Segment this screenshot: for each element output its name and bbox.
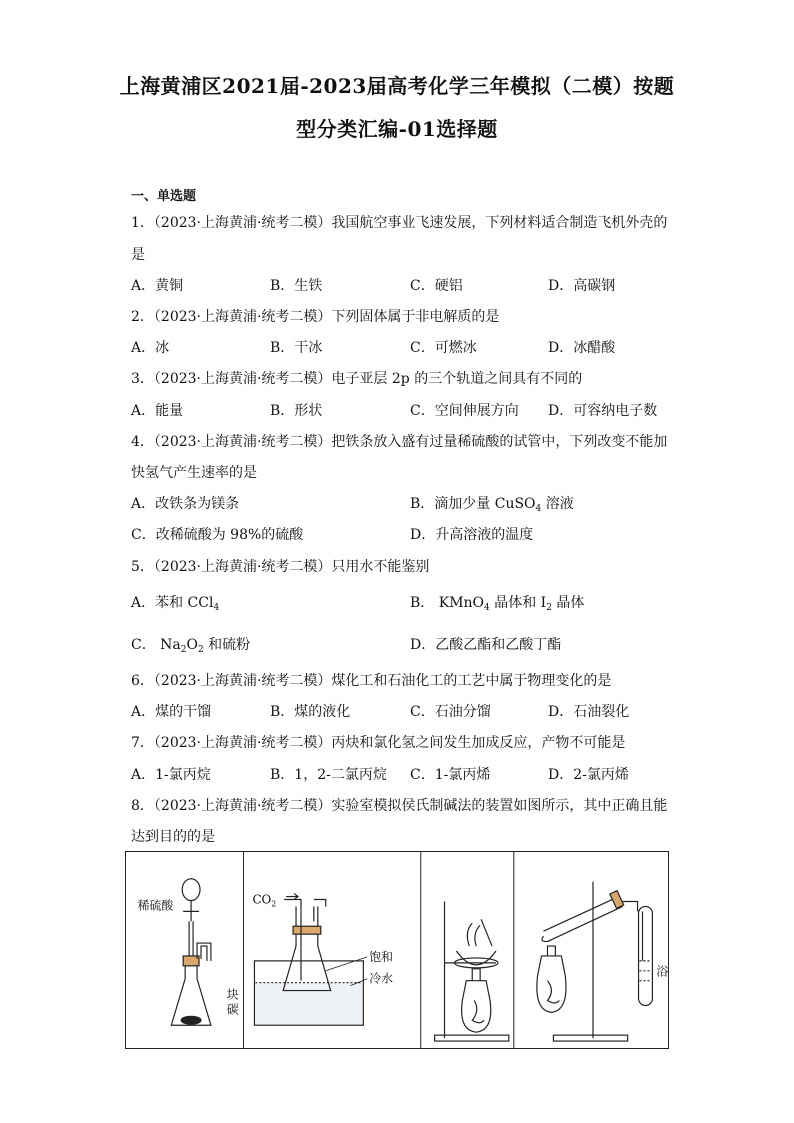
q2-stem: 2．（2023·上海黄浦·统考二模）下列固体属于非电解质的是 [131,309,500,325]
q6-option-b: B．煤的液化 [270,704,351,720]
q5-stem: 5．（2023·上海黄浦·统考二模）只用水不能鉴别 [131,559,430,575]
q4-option-a: A．改铁条为镁条 [131,496,240,512]
document-title-line-2: 型分类汇编-01选择题 [296,117,498,141]
q3-option-a: A．能量 [131,403,184,419]
apparatus-figure [125,851,669,1049]
document-title-line-1: 上海黄浦区2021届-2023届高考化学三年模拟（二模）按题 [119,74,675,98]
q6-option-d: D．石油裂化 [548,704,630,720]
label-block-2: 碳 [226,1002,239,1017]
q4-option-c: C．改稀硫酸为 98%的硫酸 [131,527,304,543]
q4-option-b: B．滴加少量 CuSO$_4$ 溶液 [410,496,574,514]
q1-option-c: C．硬铝 [410,278,463,294]
q5-option-c: C． $Na_2O_2$ 和硫粉 [131,637,251,655]
label-cold-water: 冷水 [369,971,394,986]
q3-stem: 3．（2023·上海黄浦·统考二模）电子亚层 2p 的三个轨道之间具有不同的 [131,371,583,387]
q2-option-b: B．干冰 [270,340,323,356]
q2-option-c: C．可燃冰 [410,340,477,356]
q2-option-d: D．冰醋酸 [548,340,616,356]
q5-option-d: D．乙酸乙酯和乙酸丁酯 [410,637,562,653]
q3-option-c: C．空间伸展方向 [410,403,519,419]
q5-option-a: A．苯和 CCl$_4$ [131,595,220,613]
q6-option-c: C．石油分馏 [410,704,491,720]
q3-option-b: B．形状 [270,403,323,419]
q7-option-d: D．2-氯丙烯 [548,767,629,783]
q7-option-c: C．1-氯丙烯 [410,767,491,783]
q4-stem-line-2: 快氢气产生速率的是 [131,465,257,481]
q2-option-a: A．冰 [131,340,170,356]
q8-stem-line-1: 8．（2023·上海黄浦·统考二模）实验室模拟侯氏制碱法的装置如图所示，其中正确且能 [131,798,668,814]
label-right-edge: 浴 [656,964,668,979]
panel-c-evaporation [435,901,509,1041]
q1-option-a: A．黄铜 [131,278,184,294]
q1-option-b: B．生铁 [270,278,323,294]
q7-option-b: B．1，2-二氯丙烷 [270,767,387,783]
label-co2: $CO_2$ [252,892,277,909]
q7-option-a: A．1-氯丙烷 [131,767,211,783]
q6-option-a: A．煤的干馏 [131,704,212,720]
q1-stem-line-2: 是 [131,247,145,263]
section-heading: 一、单选题 [131,189,197,204]
q4-option-d: D．升高溶液的温度 [410,527,534,543]
q6-stem: 6．（2023·上海黄浦·统考二模）煤化工和石油化工的工艺中属于物理变化的是 [131,673,612,689]
q3-option-d: D．可容纳电子数 [548,403,658,419]
label-block-1: 块 [226,987,239,1002]
apparatus-drawing [126,852,668,1048]
q8-stem-line-2: 达到目的的是 [131,829,215,845]
q1-stem-line-1: 1．（2023·上海黄浦·统考二模）我国航空事业飞速发展，下列材料适合制造飞机外壳的 [131,215,668,231]
panel-b-cooling-bath [254,894,363,1026]
panel-d-heating-tube [537,882,653,1041]
q5-option-b: B． KMnO$_4$ 晶体和 $I_2$ 晶体 [410,595,585,613]
label-saturated: 饱和 [369,949,394,964]
panel-a-gas-generator [171,879,211,1026]
label-dilute-acid: 稀硫酸 [137,898,174,913]
q1-option-d: D．高碳钢 [548,278,616,294]
q7-stem: 7．（2023·上海黄浦·统考二模）丙炔和氯化氢之间发生加成反应，产物不可能是 [131,735,626,751]
q4-stem-line-1: 4．（2023·上海黄浦·统考二模）把铁条放入盛有过量稀硫酸的试管中，下列改变不能加 [131,434,668,450]
